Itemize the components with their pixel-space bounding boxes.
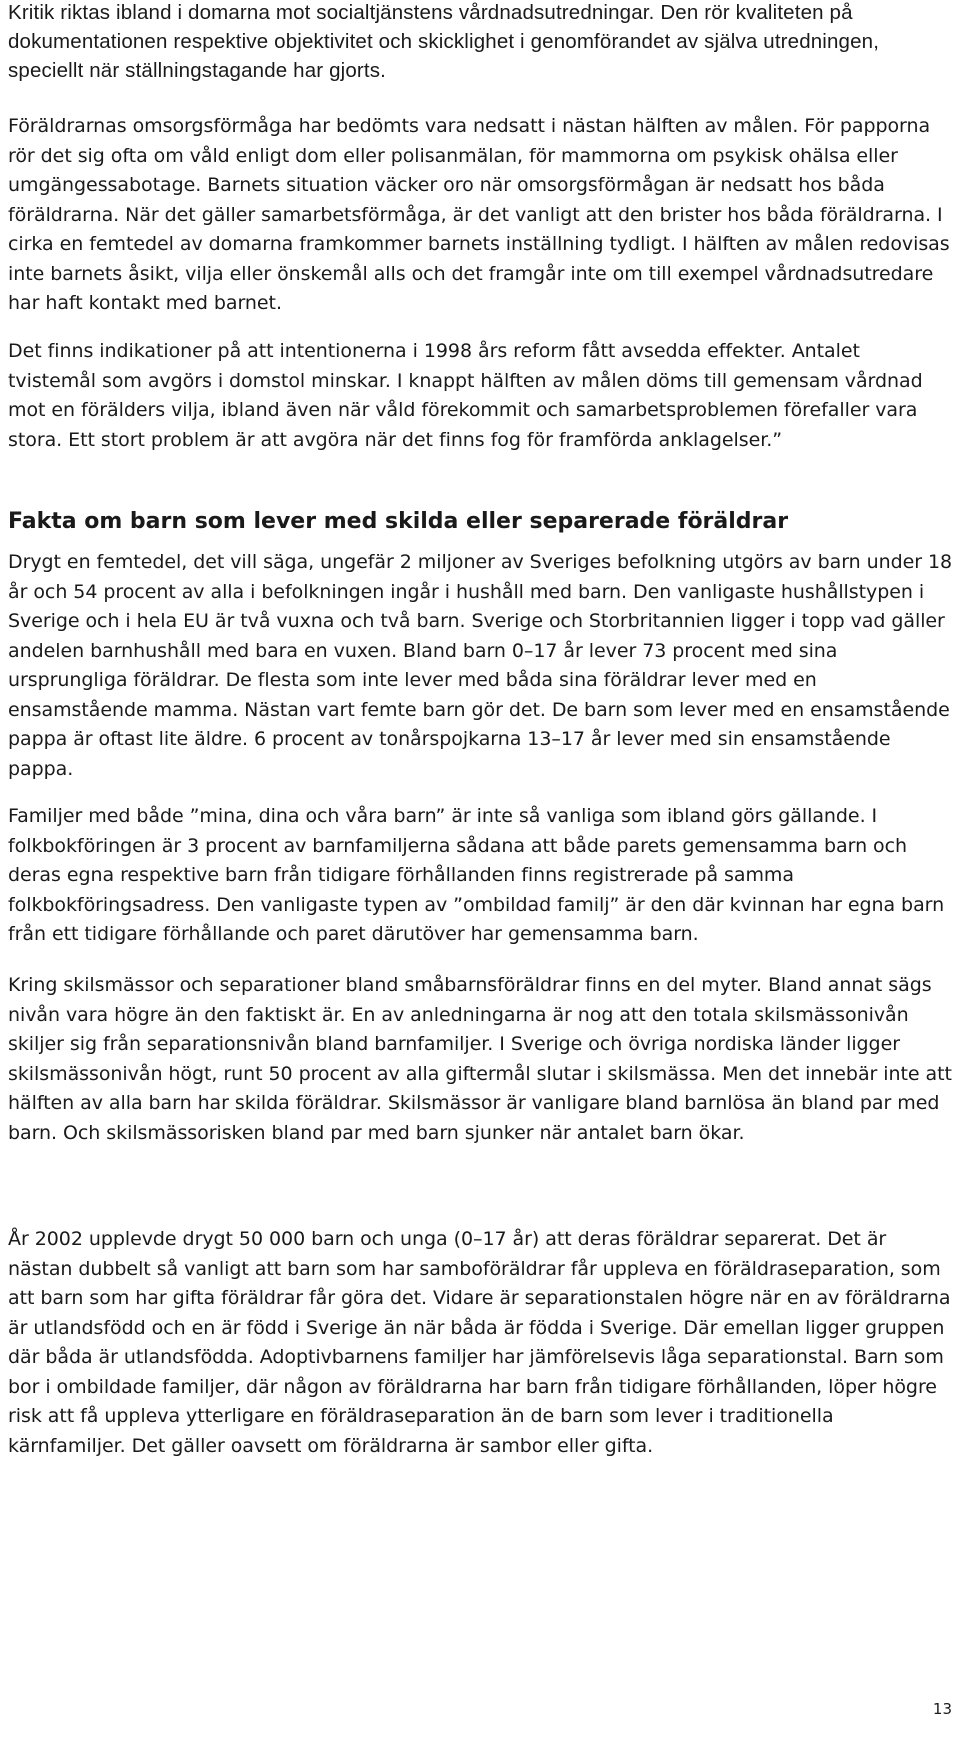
section-heading: Fakta om barn som lever med skilda eller separerade föräldrar — [8, 509, 789, 534]
page-number: 13 — [932, 1700, 952, 1718]
fakta-paragraph: Drygt en femtedel, det vill säga, ungefär 2 miljoner av Sveriges befolkning utgörs av barn under 18 år och 54 procent av alla i befolkningen ingår i hushåll med barn. Den vanligaste hushållstypen i Sverige och i hela EU är två vuxna och två barn. Sverige och Storbritannien ligger i topp vad gäller andelen barnhushåll med bara en vuxen. Bland barn 0–17 år lever 73 procent med sina ursprungliga föräldrar. De flesta som inte lever med båda sina föräldrar lever med en ensamstående mamma. Nästan vart femte barn gör det. De barn som lever med en ensamstående pappa är oftast lite äldre. 6 procent av tonårspojkarna 13–17 år lever med sin ensamstående pappa. — [8, 551, 953, 780]
omsorgsformaga-paragraph: Föräldrarnas omsorgsförmåga har bedömts vara nedsatt i nästan hälften av målen. För papporna rör det sig ofta om våld enligt dom eller polisanmälan, för mammorna om psykisk ohälsa eller umgängessabotage. Barnets situation väcker oro när omsorgsförmågan är nedsatt hos båda föräldrarna. När det gäller samarbetsförmåga, är det vanligt att den brister hos båda föräldrarna. I cirka en femtedel av domarna framkommer barnets inställning tydligt. I hälften av målen redovisas inte barnets åsikt, vilja eller önskemål alls och det framgår inte om till exempel vårdnadsutredare har haft kontakt med barnet. — [8, 115, 950, 314]
separationer-paragraph: År 2002 upplevde drygt 50 000 barn och unga (0–17 år) att deras föräldrar separerat. Det är nästan dubbelt så vanligt att barn som har samboföräldrar får uppleva en föräldraseparation, som att barn som har gifta föräldrar får göra det. Vidare är separationstalen högre när en av föräldrarna är utlandsfödd och en är född i Sverige än när båda är födda i Sverige. Där emellan ligger gruppen där båda är utlandsfödda. Adoptivbarnens familjer har jämförelsevis låga separationstal. Barn som bor i ombildade familjer, där någon av föräldrarna har barn från tidigare förhållanden, löper högre risk att få uppleva ytterligare en föräldraseparation än de barn som lever i traditionella kärnfamiljer. Det gäller oavsett om föräldrarna är sambor eller gifta. — [8, 1228, 951, 1457]
familjer-paragraph: Familjer med både ”mina, dina och våra barn” är inte så vanliga som ibland görs gällande. I folkbokföringen är 3 procent av barnfamiljerna sådana att både parets gemensamma barn och deras egna respektive barn från tidigare förhållanden finns registrerade på samma folkbokföringsadress. Den vanligaste typen av ”ombildad familj” är den där kvinnan har egna barn från ett tidigare förhållande och paret därutöver har gemensamma barn. — [8, 805, 945, 945]
intro-paragraph: Kritik riktas ibland i domarna mot socialtjänstens vårdnadsutredningar. Den rör kvaliteten på dokumentationen respektive objektivitet och skicklighet i genomförandet av själva utredningen, speciellt när ställningstagande har gjorts. — [8, 1, 880, 82]
skilsmassor-paragraph: Kring skilsmässor och separationer bland småbarnsföräldrar finns en del myter. Bland annat sägs nivån vara högre än den faktiskt är. En av anledningarna är nog att den totala skilsmässonivån skiljer sig från separationsnivån bland barnfamiljer. I Sverige och övriga nordiska länder ligger skilsmässonivån högt, runt 50 procent av alla giftermål slutar i skilsmässa. Men det innebär inte att hälften av alla barn har skilda föräldrar. Skilsmässor är vanligare bland barnlösa än bland par med barn. Och skilsmässorisken bland par med barn sjunker när antalet barn ökar. — [8, 974, 952, 1144]
reform-paragraph: Det finns indikationer på att intentionerna i 1998 års reform fått avsedda effekter. Antalet tvistemål som avgörs i domstol minskar. I knappt hälften av målen döms till gemensam vårdnad mot en förälders vilja, ibland även när våld förekommit och samarbetsproblemen förefaller vara stora. Ett stort problem är att avgöra när det finns fog för framförda anklagelser.” — [8, 340, 923, 451]
